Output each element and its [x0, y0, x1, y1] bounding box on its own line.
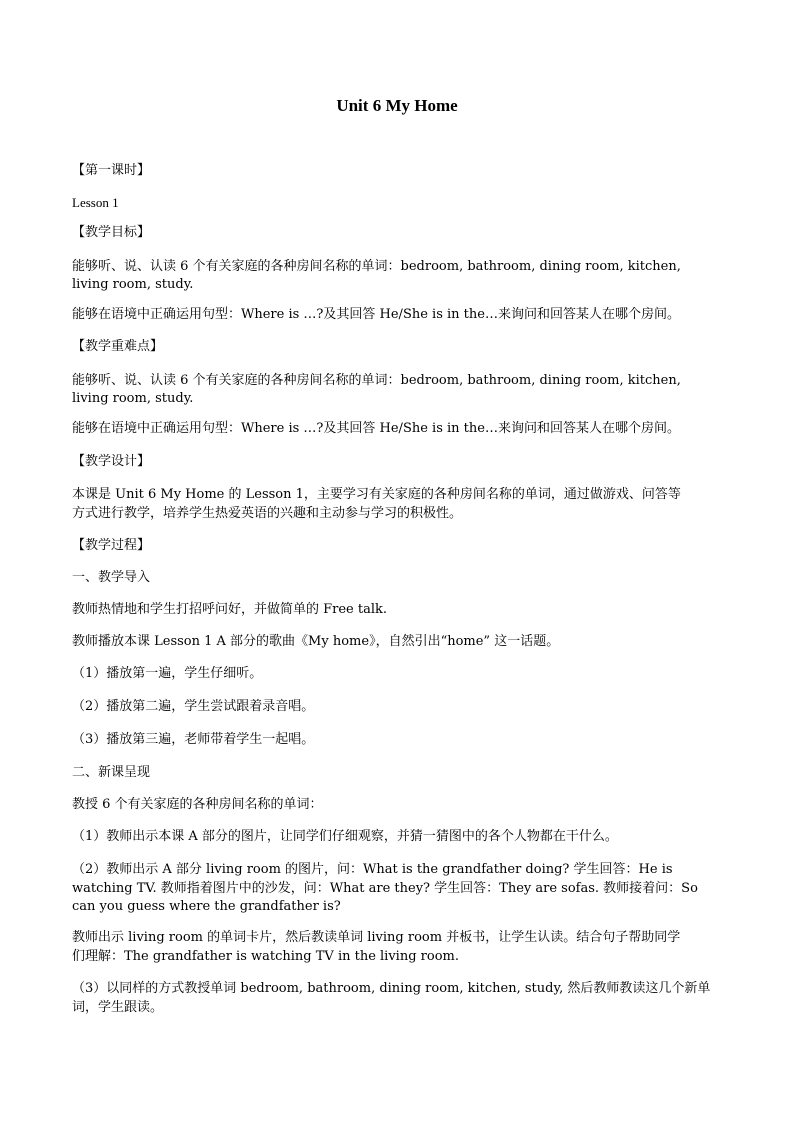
key-point-2: 能够在语境中正确运用句型：Where is …?及其回答 He/She is in the…来询问和回答某人在哪个房间。	[72, 421, 680, 436]
intro-step-2: （2）播放第二遍，学生尝试跟着录音唱。	[72, 699, 315, 714]
part-1-heading: 一、教学导入	[72, 570, 151, 585]
new-lesson-step-2-line-1: （2）教师出示 A 部分 living room 的图片，问：What is the grandfather doing? 学生回答：He is	[72, 862, 673, 877]
page-title: Unit 6 My Home	[336, 96, 458, 115]
intro-paragraph-1: 教师热情地和学生打招呼问好，并做简单的 Free talk.	[72, 602, 388, 617]
new-lesson-card-line-2: 们理解：The grandfather is watching TV in the living room.	[72, 949, 459, 964]
goal-2: 能够在语境中正确运用句型：Where is …?及其回答 He/She is in the…来询问和回答某人在哪个房间。	[72, 307, 680, 322]
intro-paragraph-2: 教师播放本课 Lesson 1 A 部分的歌曲《My home》，自然引出“home” 这一话题。	[72, 634, 560, 649]
section-heading-goals: 【教学目标】	[72, 225, 151, 240]
design-line-2: 方式进行教学，培养学生热爱英语的兴趣和主动参与学习的积极性。	[72, 506, 463, 521]
goal-1-line-2: living room, study.	[72, 277, 194, 292]
part-2-heading: 二、新课呈现	[72, 765, 151, 780]
new-lesson-step-2-line-2: watching TV. 教师指着图片中的沙发，问：What are they? 学生回答：They are sofas. 教师接着问：So	[72, 881, 698, 896]
key-point-1-line-1: 能够听、说、认读 6 个有关家庭的各种房间名称的单词：bedroom, bathroom, dining room, kitchen,	[72, 373, 681, 388]
goal-1-line-1: 能够听、说、认读 6 个有关家庭的各种房间名称的单词：bedroom, bathroom, dining room, kitchen,	[72, 259, 681, 274]
new-lesson-card-line-1: 教师出示 living room 的单词卡片，然后教读单词 living room 并板书，让学生认读。结合句子帮助同学	[72, 930, 681, 945]
new-lesson-intro: 教授 6 个有关家庭的各种房间名称的单词：	[72, 797, 323, 812]
section-heading-key-points: 【教学重难点】	[72, 339, 164, 354]
design-line-1: 本课是 Unit 6 My Home 的 Lesson 1，主要学习有关家庭的各种房间名称的单词，通过做游戏、问答等	[72, 487, 681, 502]
intro-step-1: （1）播放第一遍，学生仔细听。	[72, 666, 263, 681]
section-heading-first-lesson: 【第一课时】	[72, 163, 151, 178]
section-heading-design: 【教学设计】	[72, 454, 151, 469]
lesson-label: Lesson 1	[72, 195, 119, 210]
new-lesson-step-3-line-1: （3）以同样的方式教授单词 bedroom, bathroom, dining room, kitchen, study, 然后教师教读这几个新单	[72, 981, 711, 996]
new-lesson-step-3-line-2: 词，学生跟读。	[72, 1000, 164, 1015]
intro-step-3: （3）播放第三遍，老师带着学生一起唱。	[72, 732, 315, 747]
key-point-1-line-2: living room, study.	[72, 391, 194, 406]
new-lesson-step-2-line-3: can you guess where the grandfather is?	[72, 899, 341, 914]
section-heading-process: 【教学过程】	[72, 538, 151, 553]
new-lesson-step-1: （1）教师出示本课 A 部分的图片，让同学们仔细观察，并猜一猜图中的各个人物都在干什么。	[72, 829, 618, 844]
